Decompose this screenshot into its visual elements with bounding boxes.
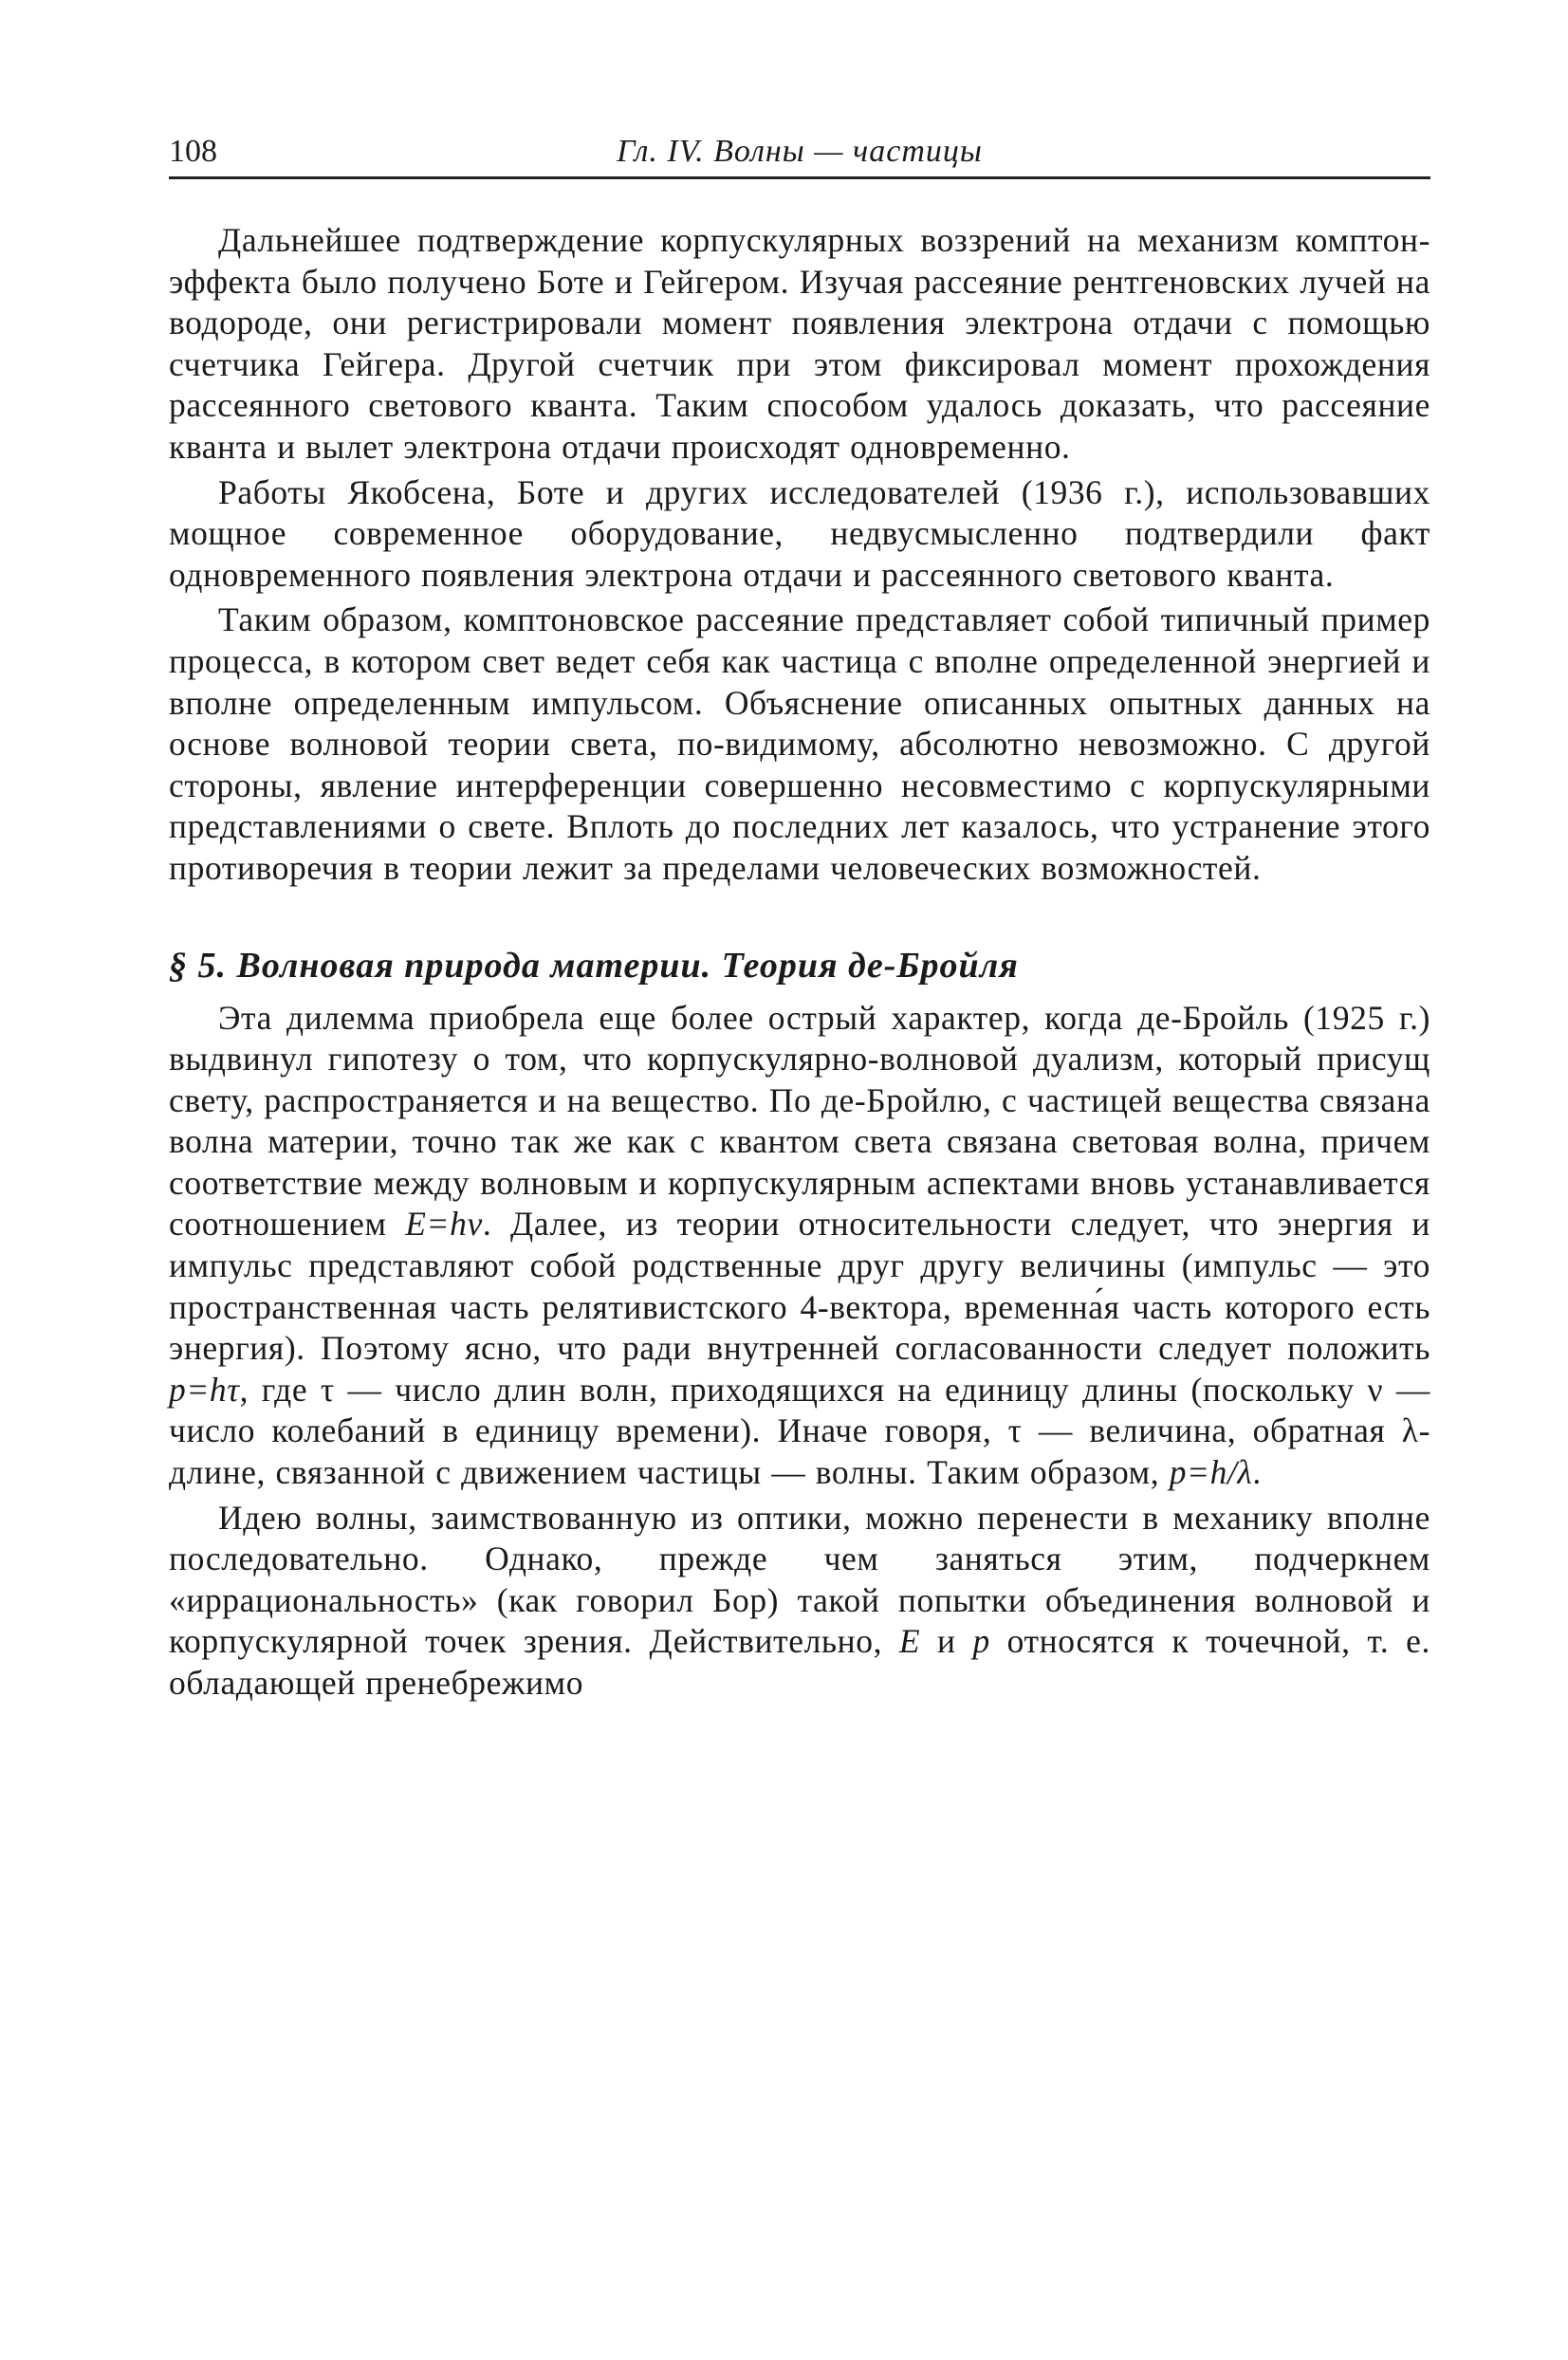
text-run: , где τ — число длин волн, приходящихся на единицу длины (поскольку ν — число колебаний в единицу времени). Иначе говоря, τ — величина, обратная λ-длине, связанной с движением частицы — волны. Таким образом, <box>169 1370 1430 1492</box>
paragraph-compton-summary: Таким образом, комптоновское рассеяние представляет собой типичный пример процесса, в котором свет ведет себя как частица с вполне определенной энергией и вполне определенным импульсом. Объяснение описанных опытных данных на основе волновой теории света, по-видимому, абсолютно невозможно. С другой стороны, явление интерференции совершенно несовместимо с корпускулярными представлениями о свете. Вплоть до последних лет казалось, что устранение этого противоречия в теории лежит за пределами человеческих возможностей. <box>169 600 1430 887</box>
chapter-title: Гл. IV. Волны — частицы <box>617 134 983 169</box>
running-header <box>169 131 1430 179</box>
paragraph-jacobsen: Работы Якобсена, Боте и других исследователей (1936 г.), использовавших мощное современное оборудование, недвусмысленно подтвердили факт одновременного появления электрона отдачи и рассеянного светового кванта. <box>169 472 1430 594</box>
paragraph-bothe-geiger: Дальнейшее подтверждение корпускулярных воззрений на механизм комптон-эффекта было получено Боте и Гейгером. Изучая рассеяние рентгеновских лучей на водороде, они регистрировали момент появления электрона отдачи с помощью счетчика Гейгера. Другой счетчик при этом фиксировал момент прохождения рассеянного светового кванта. Таким способом удалось доказать, что рассеяние кванта и вылет электрона отдачи происходят одновременно. <box>169 221 1430 466</box>
formula-momentum: p=hτ <box>169 1370 240 1409</box>
paragraph-de-broglie <box>169 998 1430 1494</box>
symbol-energy: E <box>898 1622 921 1661</box>
page-number: 108 <box>169 134 217 169</box>
text-run: и <box>920 1622 973 1661</box>
formula-energy: E=hν <box>405 1205 483 1244</box>
text-run: Идею волны, заимствованную из оптики, можно перенести в механику вполне последовательно. Однако, прежде чем заняться этим, подчеркнем «иррациональность» (как говорил Бор) такой попытки объединения волновой и корпускулярной точек зрения. Действительно, <box>169 1498 1430 1661</box>
text-run: Эта дилемма приобрела еще более острый характер, когда де-Бройль (1925 г.) выдвинул гипотезу о том, что корпускулярно-волновой дуализм, который присущ свету, распространяется и на вещество. По де-Бройлю, с частицей вещества связана волна материи, точно так же как с квантом света связана световая волна, причем соответствие между волновым и корпускулярным аспектами вновь устанавливается соотношением <box>169 998 1430 1244</box>
text-run: . <box>1252 1453 1262 1492</box>
text-run: . Далее, из теории относительности следует, что энергия и импульс представляют собой родственные друг другу величины (импульс — это пространственная часть релятивистского 4-вектора, временна́я часть которого есть энергия). Поэтому ясно, что ради внутренней согласованности следует положить <box>169 1205 1430 1368</box>
section-heading: § 5. Волновая природа материи. Теория де-Бройля <box>169 945 1019 986</box>
text-body <box>169 220 1430 1708</box>
symbol-momentum: p <box>972 1622 990 1661</box>
formula-wavelength: p=h/λ <box>1169 1453 1253 1492</box>
text-run: относятся к точечной, т. е. обладающей пренебрежимо <box>169 1622 1430 1702</box>
paragraph-wave-idea <box>169 1498 1430 1705</box>
